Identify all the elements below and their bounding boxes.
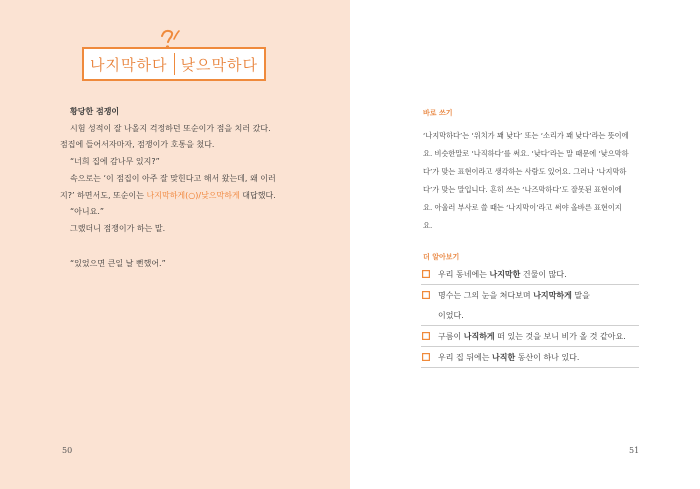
title-wrong-word: 낮으막하다 (180, 55, 258, 74)
title-correct-word: 나지막하다 (90, 55, 168, 74)
item-text: 명수는 그의 눈을 쳐다보며 (438, 291, 534, 300)
correct-usage-line: ‘나지막하다’는 ‘위치가 꽤 낮다’ 또는 ‘소리가 꽤 낮다’라는 뜻이에 (423, 131, 629, 140)
item-keyword: 나지막한 (489, 270, 521, 279)
correct-usage-line: 요. (423, 221, 433, 231)
story-line: 점집에 들어서자마자, 점쟁이가 호통을 쳤다. (60, 140, 215, 150)
story (60, 104, 285, 272)
item-keyword: 나직하게 (463, 332, 495, 341)
item-text: 우리 집 뒤에는 (438, 353, 492, 362)
story-choice-highlight: 나지막하게(○)/낮으막하게 (146, 190, 240, 200)
square-bullet-icon (422, 270, 430, 278)
correct-usage-body (423, 127, 643, 236)
story-line: “있었으면 큰일 날 뻔했어.” (70, 258, 166, 268)
item-text: 이었다. (438, 311, 464, 320)
story-line: 그랬더니 점쟁이가 하는 말. (70, 223, 166, 233)
square-bullet-icon (422, 332, 430, 340)
list-item (421, 264, 639, 285)
list-item (421, 326, 639, 347)
page-number-right: 51 (629, 446, 640, 455)
correct-usage-line: 다’가 맞는 말입니다. 흔히 쓰는 ‘나즈막하다’도 잘못된 표현이에 (423, 185, 622, 195)
correct-usage-line: 요. 아울러 부사로 쓸 때는 ‘나지막이’라고 써야 올바른 표현이지 (423, 203, 622, 213)
story-line: “아니요.” (70, 207, 105, 217)
story-heading: 황당한 점쟁이 (70, 107, 120, 116)
list-item (421, 347, 639, 368)
correct-usage-line: 요. 비슷한말로 ‘나직하다’를 써요. ‘낮다’라는 말 때문에 ‘낮으막하 (423, 149, 629, 159)
square-bullet-icon (422, 291, 430, 299)
item-keyword: 나직한 (492, 353, 516, 362)
title-box (82, 47, 266, 81)
story-line: 속으로는 ‘이 점집이 아주 잘 맞힌다고 해서 왔는데, 왜 이러 (70, 173, 276, 183)
item-text: 우리 동네에는 (438, 270, 490, 279)
item-text-end: 건물이 많다. (520, 270, 567, 279)
more-list (421, 264, 639, 368)
item-text-end: 떠 있는 것을 보니 비가 올 것 같아요. (494, 332, 626, 341)
right-page (350, 0, 700, 489)
page-number-left: 50 (62, 446, 73, 455)
list-item (421, 285, 639, 305)
story-line (60, 188, 285, 205)
correct-usage-title: 바로 쓰기 (423, 109, 453, 117)
story-line: 시험 성적이 잘 나올지 걱정하던 또순이가 점을 치러 갔다. (70, 123, 271, 133)
list-item-continuation (421, 305, 639, 326)
story-line-text: 지?’ 하면서도, 또순이는 (60, 190, 147, 200)
story-line-end: 대답했다. (239, 190, 276, 200)
item-keyword: 나지막하게 (533, 291, 572, 300)
square-bullet-icon (422, 353, 430, 361)
story-line: “너희 집에 감나무 있지?” (70, 157, 160, 167)
item-text: 구름이 (438, 332, 464, 341)
correct-usage-line: 다’가 맞는 표현이라고 생각하는 사람도 있어요. 그러나 ‘나지막하 (423, 167, 627, 177)
more-title: 더 알아보기 (423, 253, 460, 261)
item-text-end: 말을 (571, 291, 590, 300)
item-text-end: 동산이 하나 있다. (515, 353, 580, 362)
